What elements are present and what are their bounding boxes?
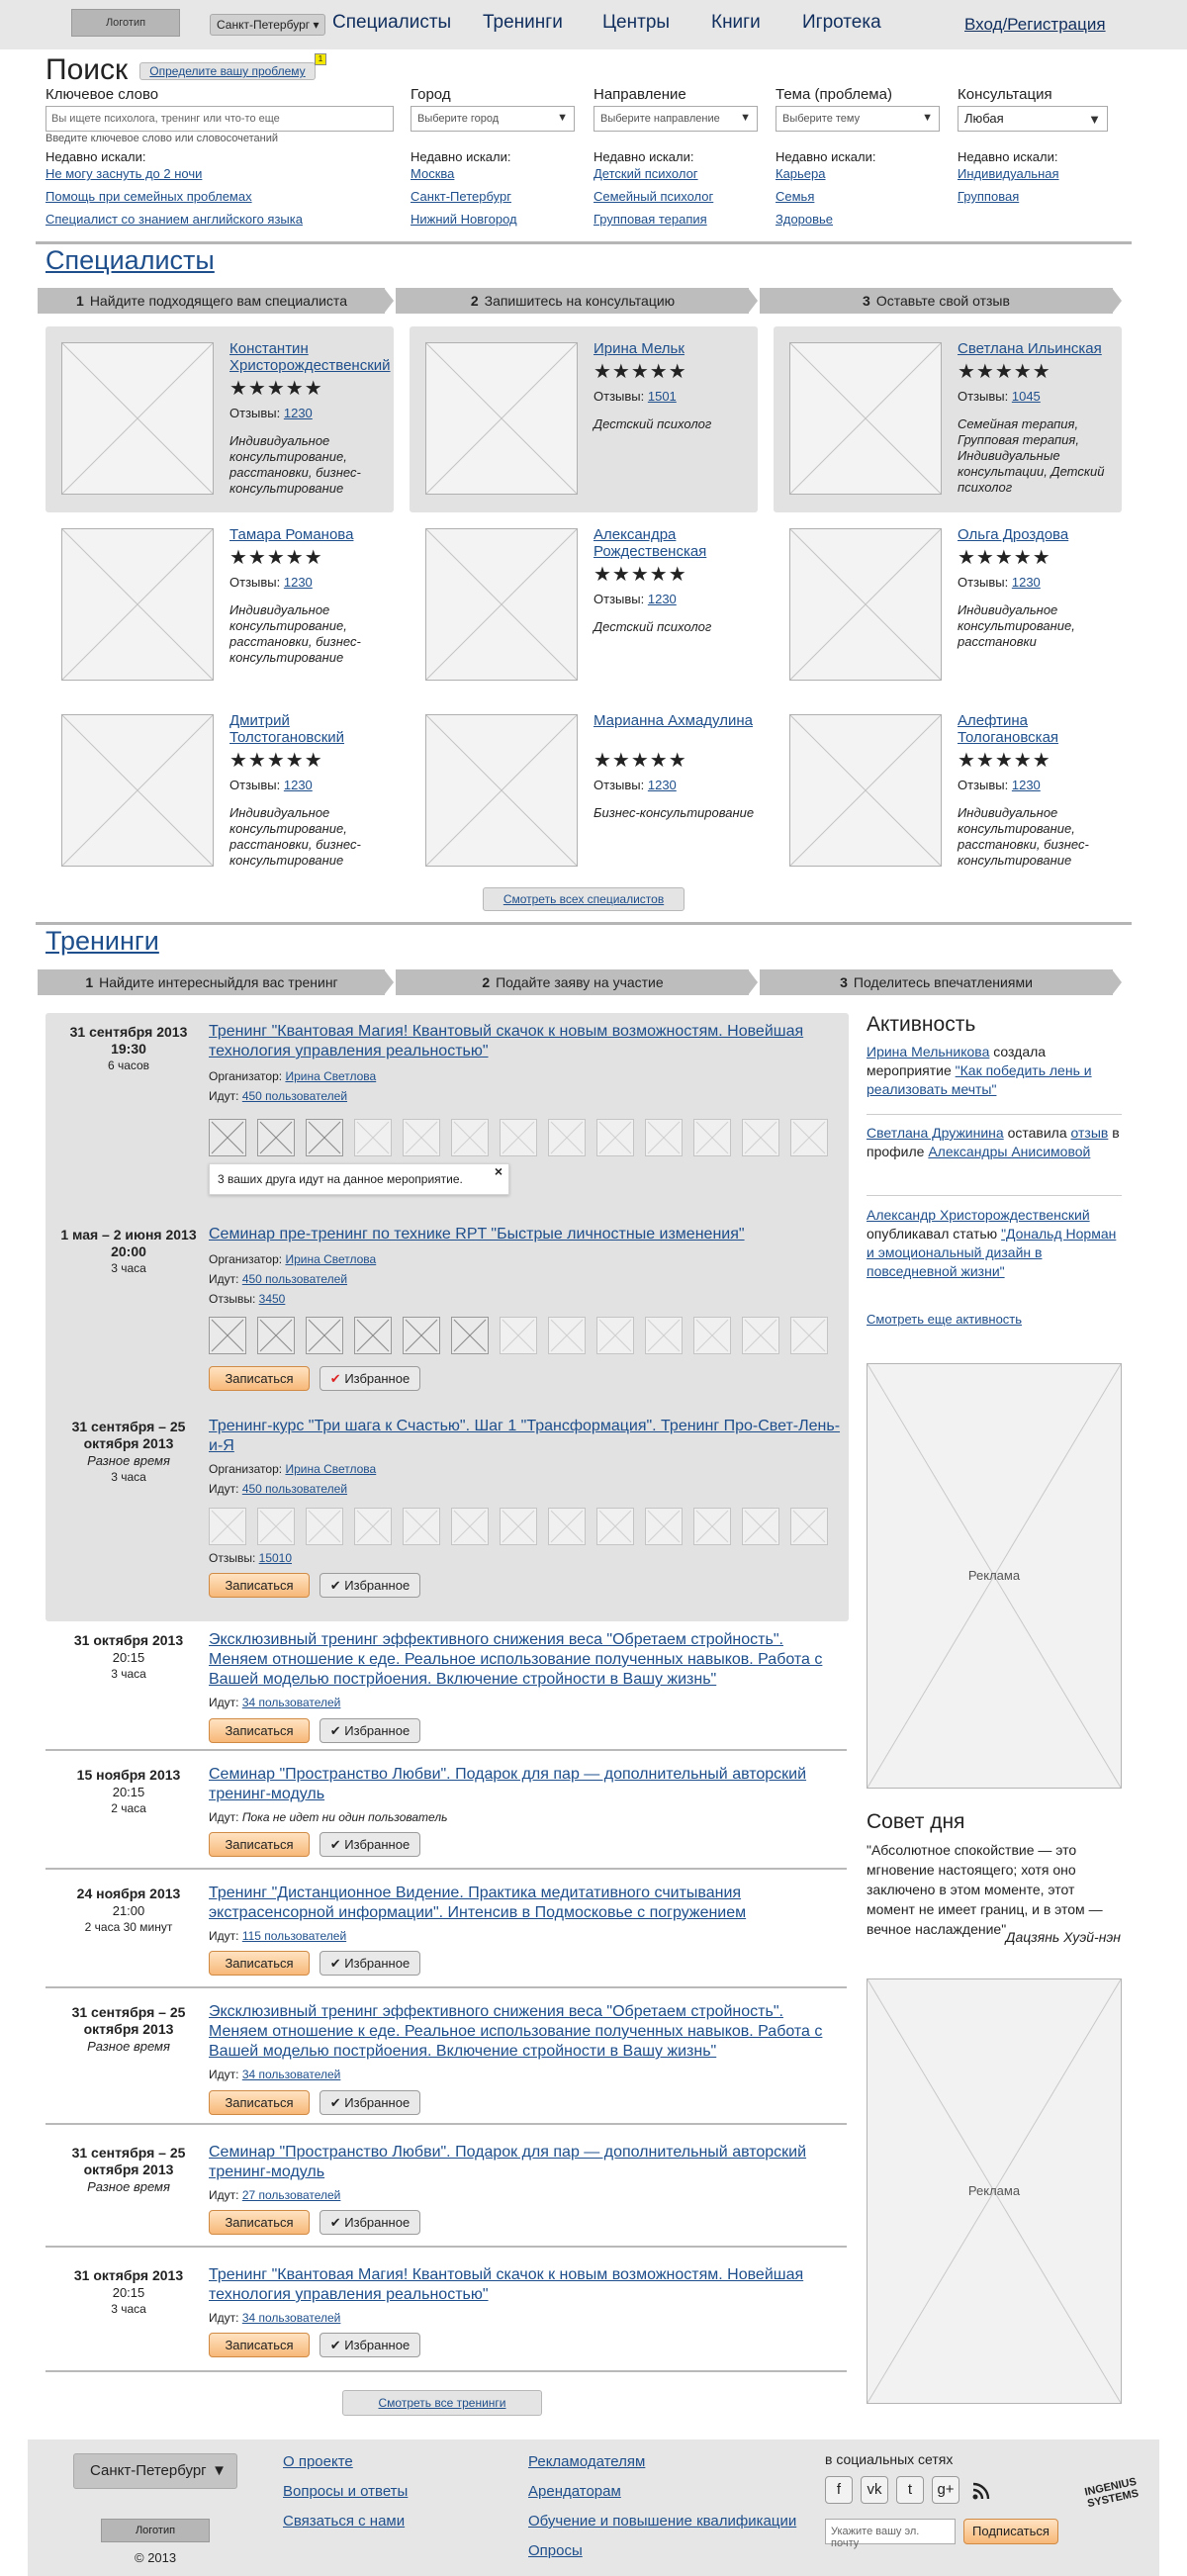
rating-stars: ★★★★★ bbox=[229, 378, 323, 400]
training-title[interactable]: Семинар "Пространство Любви". Подарок для пар — дополнительный авторский тренинг-модуль bbox=[209, 2144, 807, 2180]
step-1: 1 Найдите подходящего вам специалиста bbox=[38, 288, 386, 314]
participant-avatar[interactable] bbox=[451, 1119, 489, 1156]
specialist-specialization: Индивидуальное консультирование, расстановки, бизнес-консультирование bbox=[229, 805, 361, 868]
favorite-button[interactable]: ✔ Избранное bbox=[320, 2210, 420, 2235]
participant-avatar[interactable] bbox=[596, 1119, 634, 1156]
copyright: © 2013 bbox=[135, 2550, 177, 2565]
reviews-link[interactable]: 1230 bbox=[647, 592, 677, 606]
specialist-name[interactable]: Алефтина Тологановская bbox=[958, 712, 1059, 746]
going-link[interactable]: 115 пользователей bbox=[241, 1929, 347, 1943]
participant-avatar[interactable] bbox=[693, 1317, 731, 1354]
google-plus-icon[interactable]: g+ bbox=[932, 2476, 959, 2504]
divider bbox=[867, 1195, 1122, 1196]
reviews-link[interactable]: 1230 bbox=[1011, 778, 1041, 792]
organizer-link[interactable]: Ирина Светлова bbox=[285, 1069, 377, 1083]
sign-up-button[interactable]: Записаться bbox=[209, 1718, 310, 1743]
footer-polls-link[interactable]: Опросы bbox=[528, 2542, 583, 2559]
city-selector[interactable]: Санкт-Петербург ▾ bbox=[210, 14, 325, 36]
more-activity-link[interactable]: Смотреть еще активность bbox=[867, 1312, 1023, 1327]
email-input[interactable]: Укажите вашу эл. почту bbox=[825, 2519, 956, 2544]
training-organizer: Организатор: Ирина Светлова bbox=[209, 1252, 377, 1266]
reviews-link[interactable]: 1230 bbox=[283, 778, 313, 792]
direction-filter-label: Направление bbox=[594, 86, 686, 103]
participant-avatar[interactable] bbox=[451, 1508, 489, 1545]
participant-avatar[interactable] bbox=[500, 1508, 537, 1545]
participant-avatar[interactable] bbox=[209, 1317, 246, 1354]
rating-stars: ★★★★★ bbox=[594, 361, 687, 383]
top-header bbox=[0, 0, 1187, 49]
recent-label: Недавно искали: bbox=[776, 149, 876, 164]
nav-trainings[interactable]: Тренинги bbox=[483, 12, 563, 33]
training-item bbox=[46, 1884, 847, 1982]
specialist-card[interactable] bbox=[774, 326, 1122, 512]
divider bbox=[867, 1114, 1122, 1115]
participant-avatar[interactable] bbox=[645, 1119, 683, 1156]
divider bbox=[46, 2123, 847, 2125]
going-link[interactable]: 34 пользователей bbox=[241, 1696, 341, 1709]
sign-up-button[interactable]: Записаться bbox=[209, 1366, 310, 1391]
ad-label: Реклама bbox=[967, 2183, 1021, 2198]
review-link[interactable]: отзыв bbox=[1070, 1125, 1109, 1141]
footer-tenants-link[interactable]: Арендаторам bbox=[528, 2483, 621, 2500]
keyword-input[interactable]: Вы ищете психолога, тренинг или что-то еще bbox=[46, 106, 394, 132]
participant-avatar[interactable] bbox=[209, 1508, 246, 1545]
favorite-button[interactable]: ✔ Избранное bbox=[320, 1951, 420, 1976]
participant-avatar[interactable] bbox=[257, 1508, 295, 1545]
specialist-reviews: Отзывы: 1230 bbox=[594, 778, 677, 792]
recent-keyword[interactable]: Специалист со знанием английского языка bbox=[46, 212, 303, 227]
recent-keyword[interactable]: Помощь при семейных проблемах bbox=[46, 189, 252, 204]
activity-item: Светлана Дружинина оставила отзыв в профиле Александры Анисимовой bbox=[867, 1125, 1120, 1159]
training-reviews: Отзывы: 15010 bbox=[209, 1551, 293, 1565]
training-item bbox=[46, 1022, 847, 1210]
chevron-down-icon: ▼ bbox=[212, 2462, 227, 2479]
trainings-section-title[interactable]: Тренинги bbox=[46, 926, 159, 956]
rss-icon[interactable] bbox=[971, 2481, 991, 2501]
recent-direction[interactable]: Групповая терапия bbox=[594, 212, 707, 227]
training-going: Идут: 34 пользователей bbox=[209, 1696, 341, 1709]
specialist-photo[interactable] bbox=[61, 714, 214, 867]
recent-consultation[interactable]: Индивидуальная bbox=[958, 166, 1059, 181]
specialist-name[interactable]: Тамара Романова bbox=[229, 526, 354, 543]
social-label: в социальных сетях bbox=[825, 2451, 954, 2467]
recent-label: Недавно искали: bbox=[46, 149, 146, 164]
facebook-icon[interactable]: f bbox=[825, 2476, 853, 2504]
specialist-name[interactable]: Александра Рождественская bbox=[594, 526, 707, 560]
all-trainings-button[interactable]: Смотреть все тренинги bbox=[342, 2390, 542, 2416]
footer-city-select[interactable] bbox=[73, 2453, 237, 2489]
participant-avatar[interactable] bbox=[403, 1317, 440, 1354]
participant-avatar[interactable] bbox=[257, 1317, 295, 1354]
participant-avatar[interactable] bbox=[354, 1317, 392, 1354]
specialist-name[interactable]: Ирина Мельк bbox=[594, 340, 685, 357]
specialist-specialization: Индивидуальное консультирование, расстановки, бизнес-консультирование bbox=[229, 602, 361, 665]
specialists-steps bbox=[38, 288, 1122, 314]
divider bbox=[46, 2370, 847, 2372]
sign-up-button[interactable]: Записаться bbox=[209, 1573, 310, 1598]
specialist-reviews: Отзывы: 1230 bbox=[229, 406, 313, 420]
specialist-photo[interactable] bbox=[789, 342, 942, 495]
advice-title: Совет дня bbox=[867, 1810, 965, 1833]
participant-avatar[interactable] bbox=[548, 1119, 586, 1156]
participant-avatar[interactable] bbox=[790, 1317, 828, 1354]
specialists-section-title[interactable]: Специалисты bbox=[46, 245, 215, 275]
activity-item: Ирина Мельникова создала мероприятие "Как победить лень и реализовать мечты" bbox=[867, 1044, 1092, 1097]
advertisement-banner[interactable] bbox=[867, 1363, 1122, 1789]
specialist-photo[interactable] bbox=[425, 342, 578, 495]
participant-avatar[interactable] bbox=[500, 1119, 537, 1156]
participant-avatar[interactable] bbox=[790, 1119, 828, 1156]
training-going: Идут: 34 пользователей bbox=[209, 2311, 341, 2325]
training-date: 31 сентября – 25 октября 2013 Разное время bbox=[71, 2004, 186, 2054]
user-link[interactable]: Светлана Дружинина bbox=[867, 1125, 1004, 1141]
training-date: 31 сентября 2013 19:30 6 часов bbox=[69, 1024, 188, 1072]
participant-avatar[interactable] bbox=[209, 1119, 246, 1156]
specialist-card[interactable] bbox=[410, 698, 758, 884]
training-going: Идут: Пока не идет ни один пользователь bbox=[209, 1810, 448, 1824]
specialist-photo[interactable] bbox=[425, 528, 578, 681]
specialist-name[interactable]: Марианна Ахмадулина bbox=[594, 712, 753, 729]
training-going: Идут: 27 пользователей bbox=[209, 2188, 341, 2202]
footer-faq-link[interactable]: Вопросы и ответы bbox=[283, 2483, 409, 2500]
specialist-name[interactable]: Дмитрий Толстогановский bbox=[229, 712, 345, 746]
reviews-link[interactable]: 1501 bbox=[647, 389, 677, 404]
training-title[interactable]: Тренинг-курс "Три шага к Счастью". Шаг 1 "Трансформация". Тренинг Про-Свет-Лень-и-Я bbox=[209, 1418, 841, 1454]
divider bbox=[46, 1749, 847, 1751]
training-organizer: Организатор: Ирина Светлова bbox=[209, 1462, 377, 1476]
specialist-photo[interactable] bbox=[61, 342, 214, 495]
topic-filter-select[interactable] bbox=[776, 106, 940, 132]
training-item bbox=[46, 1630, 847, 1749]
participant-avatar[interactable] bbox=[548, 1317, 586, 1354]
participant-avatar[interactable] bbox=[645, 1317, 683, 1354]
recent-direction[interactable]: Семейный психолог bbox=[594, 189, 714, 204]
participant-avatar[interactable] bbox=[693, 1119, 731, 1156]
consultation-filter-value: Любая bbox=[964, 111, 1004, 126]
friends-tooltip: 3 ваших друга идут на данное мероприятие. × bbox=[209, 1163, 509, 1195]
training-date: 15 ноября 2013 20:15 2 часа bbox=[76, 1767, 181, 1815]
going-link[interactable]: 450 пользователей bbox=[241, 1272, 348, 1286]
logo[interactable]: Логотип bbox=[71, 9, 180, 37]
sign-up-button[interactable]: Записаться bbox=[209, 1951, 310, 1976]
city-filter-value: Выберите город bbox=[417, 113, 500, 125]
participant-avatar[interactable] bbox=[403, 1508, 440, 1545]
specialist-specialization: Бизнес-консультирование bbox=[594, 805, 755, 820]
specialist-name[interactable]: Светлана Ильинская bbox=[958, 340, 1102, 357]
recent-consultation[interactable]: Групповая bbox=[958, 189, 1020, 204]
footer-training-link[interactable]: Обучение и повышение квалификации bbox=[528, 2513, 797, 2530]
participant-avatar[interactable] bbox=[742, 1508, 779, 1545]
recent-topic[interactable]: Семья bbox=[776, 189, 815, 204]
participant-avatar[interactable] bbox=[596, 1508, 634, 1545]
favorite-button[interactable]: ✔ Избранное bbox=[320, 1366, 420, 1391]
training-going: Идут: 34 пользователей bbox=[209, 2068, 341, 2081]
sign-up-button[interactable]: Записаться bbox=[209, 2210, 310, 2235]
step-1: 1 Найдите интересныйдля вас тренинг bbox=[38, 969, 386, 995]
advertisement-banner[interactable] bbox=[867, 1978, 1122, 2404]
participant-avatar[interactable] bbox=[306, 1119, 343, 1156]
rating-stars: ★★★★★ bbox=[229, 547, 323, 569]
training-title[interactable]: Тренинг "Квантовая Магия! Квантовый скачок к новым возможностям. Новейшая технология управления реальностью" bbox=[209, 2266, 804, 2303]
city-filter-select[interactable] bbox=[411, 106, 575, 132]
footer bbox=[28, 2439, 1159, 2576]
participant-avatar[interactable] bbox=[693, 1508, 731, 1545]
training-item bbox=[46, 1417, 847, 1605]
training-going: Идут: 450 пользователей bbox=[209, 1089, 348, 1103]
participant-avatar[interactable] bbox=[500, 1317, 537, 1354]
specialist-name[interactable]: Константин Христорождественский bbox=[229, 340, 391, 374]
specialist-reviews: Отзывы: 1501 bbox=[594, 389, 677, 404]
training-item bbox=[46, 2265, 847, 2364]
specialist-card[interactable] bbox=[774, 698, 1122, 884]
twitter-icon[interactable]: t bbox=[896, 2476, 924, 2504]
profile-link[interactable]: Александры Анисимовой bbox=[928, 1144, 1091, 1159]
step-2: 2 Запишитесь на консультацию bbox=[396, 288, 750, 314]
recent-topic[interactable]: Карьера bbox=[776, 166, 826, 181]
user-link[interactable]: Александр Христорождественский bbox=[867, 1207, 1090, 1223]
participant-avatar[interactable] bbox=[645, 1508, 683, 1545]
rating-stars: ★★★★★ bbox=[594, 750, 687, 772]
keyword-hint: Введите ключевое слово или словосочетаний bbox=[46, 133, 279, 144]
sign-up-button[interactable]: Записаться bbox=[209, 2333, 310, 2357]
favorite-button[interactable]: ✔ Избранное bbox=[320, 1718, 420, 1743]
city-filter-label: Город bbox=[411, 86, 451, 103]
rating-stars: ★★★★★ bbox=[958, 750, 1051, 772]
activity-title: Активность bbox=[867, 1013, 976, 1036]
footer-city-value: Санкт-Петербург bbox=[90, 2462, 207, 2479]
divider bbox=[46, 1868, 847, 1870]
participant-avatar[interactable] bbox=[742, 1119, 779, 1156]
going-link[interactable]: 34 пользователей bbox=[241, 2068, 341, 2081]
specialist-card[interactable] bbox=[46, 326, 394, 512]
footer-logo[interactable]: Логотип bbox=[101, 2519, 210, 2542]
activity-item: Александр Христорождественский опубликавал статью "Дональд Норман и эмоциональный дизайн в повседневной жизни" bbox=[867, 1207, 1117, 1279]
direction-filter-value: Выберите направление bbox=[600, 113, 720, 125]
training-title[interactable]: Семинар пре-тренинг по технике RPT "Быстрые личностные изменения" bbox=[209, 1226, 745, 1242]
training-date: 24 ноября 2013 21:00 2 часа 30 минут bbox=[76, 1886, 181, 1934]
consultation-filter-label: Консультация bbox=[958, 86, 1052, 103]
recent-topic[interactable]: Здоровье bbox=[776, 212, 834, 227]
participant-avatar[interactable] bbox=[306, 1317, 343, 1354]
reviews-link[interactable]: 1230 bbox=[1011, 575, 1041, 590]
training-date: 31 сентября – 25 октября 2013 Разное время bbox=[71, 2145, 186, 2194]
consultation-filter-select[interactable] bbox=[958, 106, 1108, 132]
specialist-reviews: Отзывы: 1230 bbox=[229, 778, 313, 792]
rating-stars: ★★★★★ bbox=[958, 361, 1051, 383]
specialist-card[interactable] bbox=[410, 326, 758, 512]
participant-avatar[interactable] bbox=[257, 1119, 295, 1156]
specialist-specialization: Дестский психолог bbox=[594, 619, 712, 634]
keyword-label: Ключевое слово bbox=[46, 86, 159, 103]
participant-avatar[interactable] bbox=[354, 1508, 392, 1545]
participant-avatar[interactable] bbox=[742, 1317, 779, 1354]
training-going: Идут: 450 пользователей bbox=[209, 1482, 348, 1496]
event-link[interactable]: "Как победить лень и реализовать мечты" bbox=[867, 1062, 1092, 1097]
specialist-name[interactable]: Ольга Дроздова bbox=[958, 526, 1069, 543]
check-icon: ✔ bbox=[329, 1371, 341, 1386]
training-title[interactable]: Тренинг "Дистанционное Видение. Практика медитативного считывания экстрасенсорной информации". Интенсив в Подмосковье с погружением bbox=[209, 1885, 747, 1921]
chevron-down-icon: ▼ bbox=[740, 112, 751, 124]
recent-direction[interactable]: Детский психолог bbox=[594, 166, 698, 181]
article-link[interactable]: "Дональд Норман и эмоциональный дизайн в повседневной жизни" bbox=[867, 1226, 1117, 1279]
recent-label: Недавно искали: bbox=[411, 149, 511, 164]
training-title[interactable]: Эксклюзивный тренинг эффективного снижения веса "Обретаем стройность". Меняем отношение к еде. Реальное использование полученных навыков. Работа с Вашей моделью пострйоения. Включение стройности в Вашу жизнь" bbox=[209, 1631, 823, 1688]
going-link[interactable]: 450 пользователей bbox=[241, 1482, 348, 1496]
topic-filter-value: Выберите тему bbox=[782, 113, 861, 125]
training-reviews: Отзывы: 3450 bbox=[209, 1292, 286, 1306]
training-title[interactable]: Семинар "Пространство Любви". Подарок для пар — дополнительный авторский тренинг-модуль bbox=[209, 1766, 807, 1802]
organizer-link[interactable]: Ирина Светлова bbox=[285, 1252, 377, 1266]
training-title[interactable]: Тренинг "Квантовая Магия! Квантовый скачок к новым возможностям. Новейшая технология управления реальностью" bbox=[209, 1023, 804, 1059]
specialist-card[interactable] bbox=[46, 698, 394, 884]
chevron-down-icon: ▼ bbox=[1088, 112, 1101, 127]
favorite-button[interactable]: ✔ Избранное bbox=[320, 1832, 420, 1857]
reviews-link[interactable]: 15010 bbox=[258, 1551, 293, 1565]
ad-label: Реклама bbox=[967, 1568, 1021, 1583]
favorite-button[interactable]: ✔ Избранное bbox=[320, 2090, 420, 2115]
step-3: 3 Оставьте свой отзыв bbox=[760, 288, 1113, 314]
all-specialists-button[interactable]: Смотреть всех специалистов bbox=[483, 887, 685, 911]
advice-quote: "Абсолютное спокойствие — это мгновение настоящего; хотя оно заключено в этом моменте, этот момент не имеет границ, и в этом — вечное наслаждение" bbox=[867, 1842, 1103, 1937]
nav-centers[interactable]: Центры bbox=[602, 12, 671, 33]
trainings-steps bbox=[38, 969, 1122, 995]
step-3: 3 Поделитесь впечатлениями bbox=[760, 969, 1113, 995]
direction-filter-select[interactable] bbox=[594, 106, 758, 132]
reviews-link[interactable]: 3450 bbox=[258, 1292, 286, 1306]
footer-advertisers-link[interactable]: Рекламодателям bbox=[528, 2453, 646, 2470]
close-icon[interactable]: × bbox=[494, 1163, 502, 1179]
specialist-photo[interactable] bbox=[425, 714, 578, 867]
training-date: 1 мая – 2 июня 2013 20:00 3 часа bbox=[60, 1227, 197, 1275]
participant-avatar[interactable] bbox=[354, 1119, 392, 1156]
reviews-link[interactable]: 1230 bbox=[647, 778, 677, 792]
rating-stars: ★★★★★ bbox=[958, 547, 1051, 569]
training-date: 31 сентября – 25 октября 2013 Разное время 3 часа bbox=[71, 1419, 186, 1484]
training-organizer: Организатор: Ирина Светлова bbox=[209, 1069, 377, 1083]
subscribe-button[interactable]: Подписаться bbox=[963, 2519, 1058, 2544]
specialist-reviews: Отзывы: 1230 bbox=[958, 575, 1041, 590]
user-link[interactable]: Ирина Мельникова bbox=[867, 1044, 990, 1059]
recent-city[interactable]: Москва bbox=[411, 166, 455, 181]
favorite-button[interactable]: ✔ Избранное bbox=[320, 2333, 420, 2357]
nav-games[interactable]: Игротека bbox=[802, 12, 881, 33]
participant-avatar[interactable] bbox=[306, 1508, 343, 1545]
training-title[interactable]: Эксклюзивный тренинг эффективного снижения веса "Обретаем стройность". Меняем отношение к еде. Реальное использование полученных навыков. Работа с Вашей моделью пострйоения. Включение стройности в Вашу жизнь" bbox=[209, 2003, 823, 2060]
specialist-reviews: Отзывы: 1045 bbox=[958, 389, 1041, 404]
reviews-link[interactable]: 1230 bbox=[283, 575, 313, 590]
participant-avatar[interactable] bbox=[790, 1508, 828, 1545]
going-link[interactable]: 450 пользователей bbox=[241, 1089, 348, 1103]
nav-books[interactable]: Книги bbox=[711, 12, 761, 33]
recent-city[interactable]: Нижний Новгород bbox=[411, 212, 517, 227]
search-title: Поиск bbox=[46, 53, 129, 86]
sign-up-button[interactable]: Записаться bbox=[209, 1832, 310, 1857]
reviews-link[interactable]: 1045 bbox=[1011, 389, 1041, 404]
training-date: 31 октября 2013 20:15 3 часа bbox=[73, 1632, 184, 1681]
sign-up-button[interactable]: Записаться bbox=[209, 2090, 310, 2115]
step-2: 2 Подайте заяву на участие bbox=[396, 969, 750, 995]
specialist-card[interactable] bbox=[46, 512, 394, 698]
specialist-photo[interactable] bbox=[789, 714, 942, 867]
footer-about-link[interactable]: О проекте bbox=[283, 2453, 353, 2470]
divider bbox=[36, 241, 1132, 244]
vk-icon[interactable]: vk bbox=[861, 2476, 888, 2504]
specialist-specialization: Дестский психолог bbox=[594, 416, 712, 431]
specialist-reviews: Отзывы: 1230 bbox=[958, 778, 1041, 792]
recent-label: Недавно искали: bbox=[594, 149, 694, 164]
chevron-down-icon: ▼ bbox=[557, 112, 568, 124]
training-going: Идут: 115 пользователей bbox=[209, 1929, 347, 1943]
specialist-specialization: Семейная терапия, Групповая терапия, Индивидуальные консультации, Детский психолог bbox=[958, 416, 1105, 495]
notification-badge: 1 bbox=[315, 53, 326, 65]
brand-logo: INGENIUS SYSTEMS bbox=[1083, 2475, 1141, 2511]
login-link[interactable]: Вход/Регистрация bbox=[964, 15, 1106, 34]
rating-stars: ★★★★★ bbox=[594, 564, 687, 586]
chevron-down-icon: ▼ bbox=[922, 112, 933, 124]
topic-filter-label: Тема (проблема) bbox=[776, 86, 892, 103]
nav-specialists[interactable]: Специалисты bbox=[332, 12, 452, 33]
participant-avatar[interactable] bbox=[403, 1119, 440, 1156]
participant-avatar[interactable] bbox=[451, 1317, 489, 1354]
specialist-card[interactable] bbox=[410, 512, 758, 698]
specialist-reviews: Отзывы: 1230 bbox=[229, 575, 313, 590]
recent-label: Недавно искали: bbox=[958, 149, 1058, 164]
divider bbox=[46, 2246, 847, 2248]
rating-stars: ★★★★★ bbox=[229, 750, 323, 772]
favorite-button[interactable]: ✔ Избранное bbox=[320, 1573, 420, 1598]
specialist-photo[interactable] bbox=[789, 528, 942, 681]
advice-author: Дацзянь Хуэй-нэн bbox=[1005, 1929, 1121, 1945]
training-item bbox=[46, 2002, 847, 2121]
specialist-specialization: Индивидуальное консультирование, расстановки bbox=[958, 602, 1075, 649]
define-problem-button[interactable]: Определите вашу проблему bbox=[139, 62, 316, 80]
specialist-card[interactable] bbox=[774, 512, 1122, 698]
training-item bbox=[46, 2143, 847, 2242]
divider bbox=[46, 1986, 847, 1988]
recent-keyword[interactable]: Не могу заснуть до 2 ночи bbox=[46, 166, 203, 181]
recent-city[interactable]: Санкт-Петербург bbox=[411, 189, 511, 204]
specialist-specialization: Индивидуальное консультирование, расстановки, бизнес-консультирование bbox=[229, 433, 361, 496]
reviews-link[interactable]: 1230 bbox=[283, 406, 313, 420]
specialist-reviews: Отзывы: 1230 bbox=[594, 592, 677, 606]
training-date: 31 октября 2013 20:15 3 часа bbox=[73, 2267, 184, 2316]
specialist-specialization: Индивидуальное консультирование, расстановки, бизнес-консультирование bbox=[958, 805, 1089, 868]
going-link[interactable]: 27 пользователей bbox=[241, 2188, 341, 2202]
participant-avatar[interactable] bbox=[548, 1508, 586, 1545]
training-item bbox=[46, 1225, 847, 1403]
specialist-photo[interactable] bbox=[61, 528, 214, 681]
training-item bbox=[46, 1765, 847, 1864]
participant-avatar[interactable] bbox=[596, 1317, 634, 1354]
organizer-link[interactable]: Ирина Светлова bbox=[285, 1462, 377, 1476]
going-link[interactable]: 34 пользователей bbox=[241, 2311, 341, 2325]
training-going: Идут: 450 пользователей bbox=[209, 1272, 348, 1286]
divider bbox=[36, 922, 1132, 925]
footer-contact-link[interactable]: Связаться с нами bbox=[283, 2513, 406, 2530]
